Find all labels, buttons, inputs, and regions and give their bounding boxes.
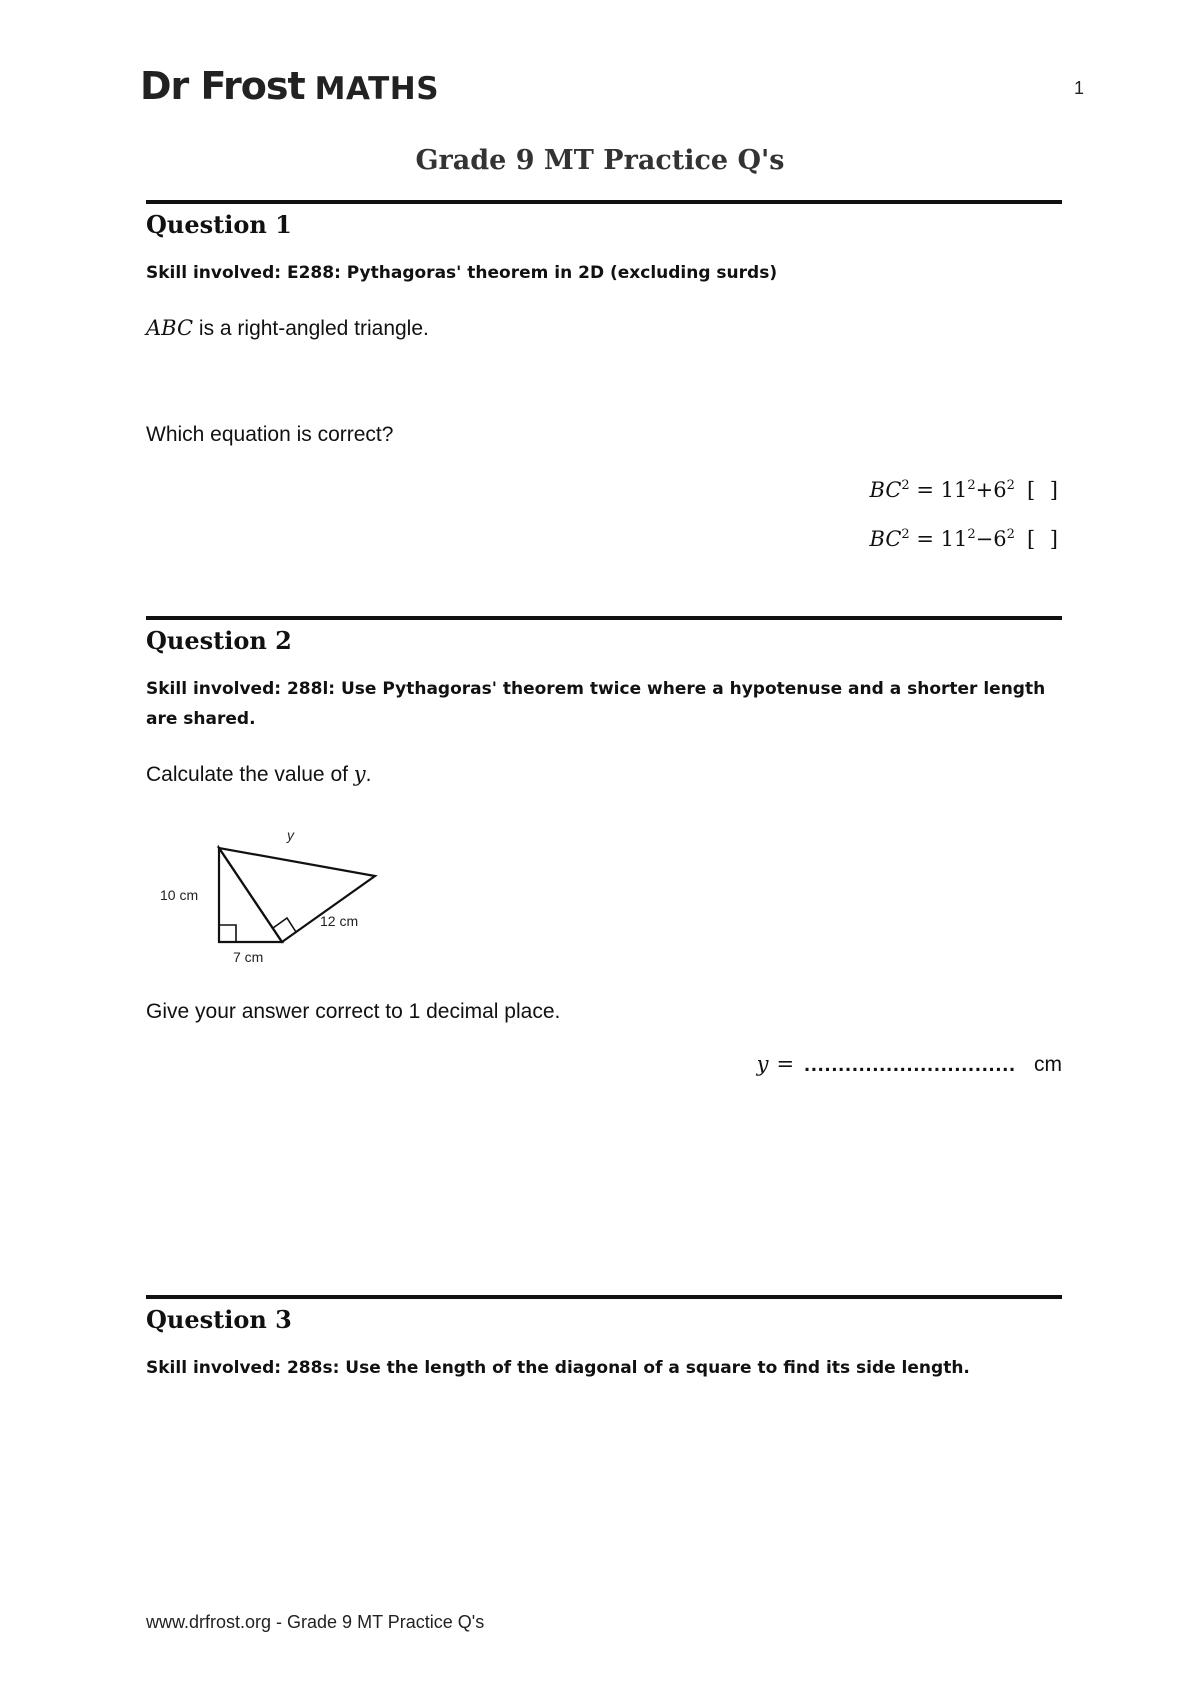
- option-2-op: −: [975, 527, 994, 551]
- option-1-b-exp: 2: [1006, 478, 1015, 493]
- option-2-lhs: BC: [869, 527, 902, 551]
- question-1-skill: Skill involved: E288: Pythagoras' theorem in 2D (excluding surds): [146, 263, 778, 283]
- logo-dr-frost: Dr Frost: [140, 64, 305, 108]
- option-2-checkbox[interactable]: [ ]: [1026, 527, 1062, 551]
- option-1-lhs-exp: 2: [901, 478, 910, 493]
- option-2-eq: =: [909, 527, 941, 551]
- label-y: y: [287, 827, 294, 843]
- question-1-prompt: Which equation is correct?: [146, 423, 394, 446]
- question-3-divider: [146, 1295, 1062, 1299]
- question-1-title: Question 1: [146, 210, 292, 239]
- option-1-checkbox[interactable]: [ ]: [1026, 478, 1062, 502]
- question-2-skill: Skill involved: 288l: Use Pythagoras' theorem twice where a hypotenuse and a shorter length are shared.: [146, 679, 1046, 729]
- option-2-lhs-exp: 2: [901, 527, 910, 542]
- option-2: [870, 527, 1062, 551]
- question-1-intro: [146, 316, 429, 341]
- label-10cm: 10 cm: [160, 887, 199, 903]
- triangle-name: ABC: [146, 316, 194, 340]
- label-7cm: 7 cm: [233, 949, 264, 965]
- question-2-title: Question 2: [146, 626, 292, 655]
- answer-unit: cm: [1034, 1053, 1062, 1076]
- variable-y: y: [353, 762, 366, 786]
- document-title: Grade 9 MT Practice Q's: [415, 145, 785, 176]
- question-3-skill: Skill involved: 288s: Use the length of the diagonal of a square to find its side length.: [146, 1358, 970, 1378]
- footer-text: www.drfrost.org - Grade 9 MT Practice Q's: [146, 1612, 485, 1632]
- question-2-prompt: [146, 762, 372, 787]
- question-1-divider: [146, 200, 1062, 204]
- right-angle-mark-left: [219, 925, 236, 942]
- question-3-title: Question 3: [146, 1305, 292, 1334]
- option-1-b: 6: [993, 478, 1007, 502]
- label-12cm: 12 cm: [320, 913, 359, 929]
- option-2-a: 11: [940, 527, 968, 551]
- answer-line: [757, 1052, 1062, 1077]
- logo-maths: MATHS: [314, 71, 440, 107]
- answer-blank[interactable]: ...............................: [804, 1053, 1016, 1076]
- option-1-a: 11: [940, 478, 968, 502]
- option-1: [870, 478, 1062, 502]
- triangle-diagram: [150, 820, 390, 970]
- question-2-prompt-end: .: [365, 763, 372, 786]
- question-1-intro-text: is a right-angled triangle.: [193, 317, 429, 340]
- drfrost-logo: [140, 64, 439, 108]
- right-angle-mark-right: [273, 918, 296, 932]
- option-1-eq: =: [909, 478, 941, 502]
- question-2-instruction: Give your answer correct to 1 decimal place.: [146, 1000, 561, 1023]
- option-2-a-exp: 2: [967, 527, 976, 542]
- answer-variable: y: [756, 1052, 769, 1076]
- question-2-divider: [146, 616, 1062, 620]
- option-2-b-exp: 2: [1006, 527, 1015, 542]
- answer-equals: =: [776, 1052, 795, 1076]
- question-2-prompt-text: Calculate the value of: [146, 763, 354, 786]
- option-1-op: +: [975, 478, 994, 502]
- option-1-lhs: BC: [869, 478, 902, 502]
- option-2-b: 6: [993, 527, 1007, 551]
- page-number: 1: [1074, 78, 1085, 98]
- option-1-a-exp: 2: [967, 478, 976, 493]
